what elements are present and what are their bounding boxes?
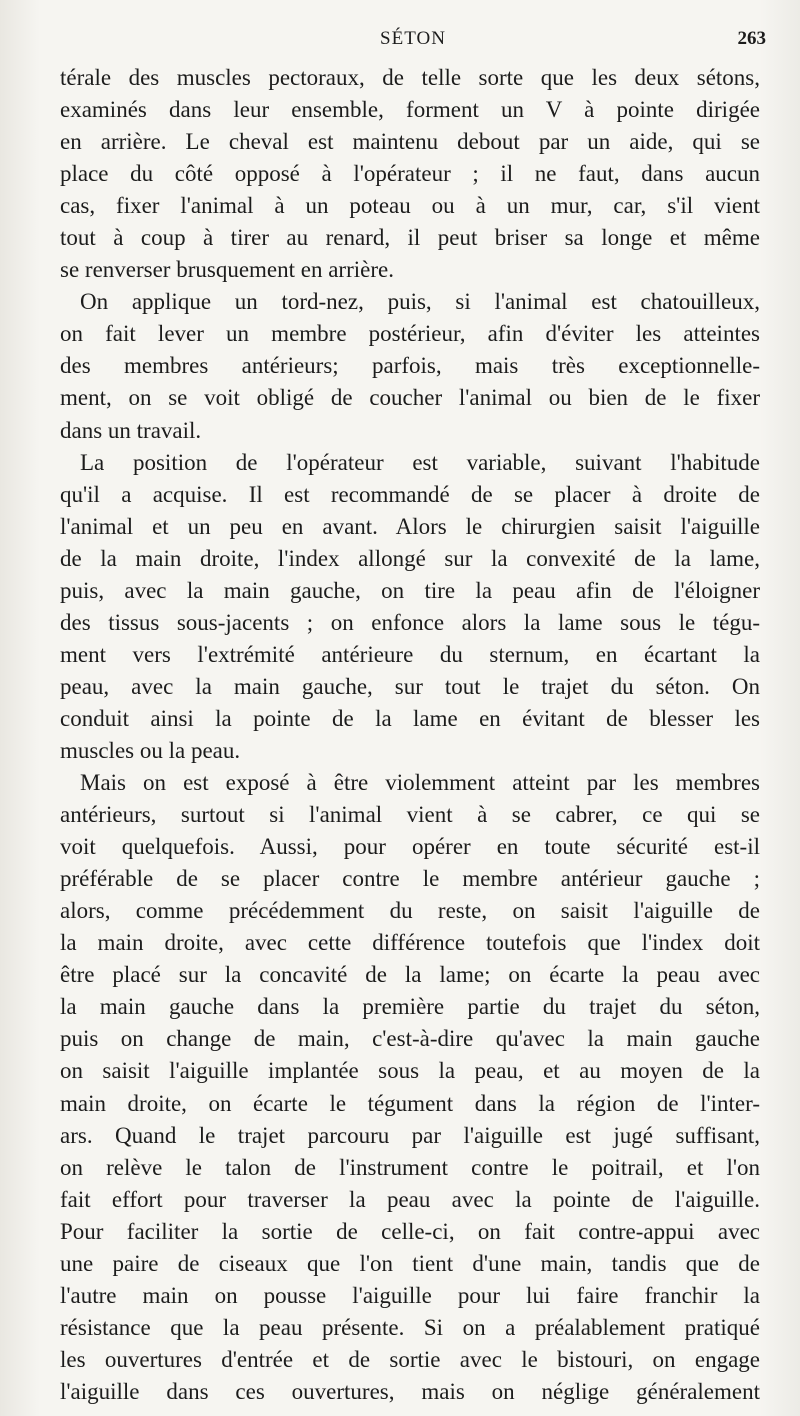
text-line: térale des muscles pectoraux, de telle sorte que les deux sétons, — [60, 65, 760, 90]
text-line: fait effort pour traverser la peau avec la pointe de l'aiguille. — [60, 1186, 760, 1212]
text-line: Mais on est exposé à être violemment atteint par les membres — [80, 770, 760, 796]
text-line: on relève le talon de l'instrument contre le poitrail, et l'on — [60, 1154, 760, 1180]
text-line: puis, avec la main gauche, on tire la peau afin de l'éloigner — [60, 577, 760, 603]
text-line: main droite, on écarte le tégument dans la région de l'inter- — [60, 1090, 760, 1116]
page-number: 263 — [737, 28, 766, 49]
text-line: La position de l'opérateur est variable, suivant l'habitude — [80, 449, 760, 475]
text-line: place du côté opposé à l'opérateur ; il ne faut, dans aucun — [60, 161, 760, 187]
text-line: conduit ainsi la pointe de la lame en évitant de blesser les — [60, 705, 760, 731]
text-line: résistance que la peau présente. Si on a préalablement pratiqué — [60, 1314, 760, 1340]
text-line: muscles ou la peau. — [60, 737, 241, 763]
text-line: ment vers l'extrémité antérieure du sternum, en écartant la — [60, 641, 760, 667]
text-line: des membres antérieurs; parfois, mais très exceptionnelle- — [60, 353, 760, 379]
page-body — [60, 62, 760, 1408]
text-line: tout à coup à tirer au renard, il peut briser sa longe et même — [60, 225, 760, 251]
text-line: la main droite, avec cette différence toutefois que l'index doit — [60, 930, 760, 956]
text-line: qu'il a acquise. Il est recommandé de se placer à droite de — [60, 481, 760, 507]
text-line: la main gauche dans la première partie du trajet du séton, — [60, 994, 760, 1020]
text-line: peau, avec la main gauche, sur tout le trajet du séton. On — [60, 673, 760, 699]
text-line: l'aiguille dans ces ouvertures, mais on néglige généralement — [60, 1378, 760, 1404]
text-line: examinés dans leur ensemble, forment un V à pointe dirigée — [60, 97, 760, 123]
text-line: l'animal et un peu en avant. Alors le chirurgien saisit l'aiguille — [60, 513, 760, 539]
text-line: puis on change de main, c'est-à-dire qu'avec la main gauche — [60, 1026, 760, 1052]
text-line: cas, fixer l'animal à un poteau ou à un mur, car, s'il vient — [60, 193, 760, 219]
text-line: Pour faciliter la sortie de celle-ci, on fait contre-appui avec — [60, 1218, 760, 1244]
text-line: on saisit l'aiguille implantée sous la peau, et au moyen de la — [60, 1058, 760, 1084]
text-line: on fait lever un membre postérieur, afin d'éviter les atteintes — [60, 321, 760, 347]
text-line: des tissus sous-jacents ; on enfonce alors la lame sous le tégu- — [60, 609, 760, 635]
text-line: une paire de ciseaux que l'on tient d'une main, tandis que de — [60, 1250, 760, 1276]
text-line: ment, on se voit obligé de coucher l'animal ou bien de le fixer — [60, 385, 760, 411]
text-line: être placé sur la concavité de la lame; on écarte la peau avec — [60, 962, 760, 988]
text-line: en arrière. Le cheval est maintenu debout par un aide, qui se — [60, 129, 760, 155]
text-line: antérieurs, surtout si l'animal vient à se cabrer, ce qui se — [60, 802, 760, 828]
text-line: préférable de se placer contre le membre antérieur gauche ; — [60, 866, 760, 892]
text-line: se renverser brusquement en arrière. — [60, 257, 394, 283]
text-line: de la main droite, l'index allongé sur la convexité de la lame, — [60, 545, 760, 571]
running-head: SÉTON — [380, 28, 446, 49]
page-header — [60, 28, 766, 62]
text-line: les ouvertures d'entrée et de sortie avec le bistouri, on engage — [60, 1346, 760, 1372]
text-line: alors, comme précédemment du reste, on saisit l'aiguille de — [60, 898, 760, 924]
text-line: voit quelquefois. Aussi, pour opérer en toute sécurité est-il — [60, 834, 760, 860]
text-line: ars. Quand le trajet parcouru par l'aiguille est jugé suffisant, — [60, 1122, 760, 1148]
text-line: dans un travail. — [60, 417, 202, 443]
text-line: l'autre main on pousse l'aiguille pour lui faire franchir la — [60, 1282, 760, 1308]
text-line: On applique un tord-nez, puis, si l'animal est chatouilleux, — [80, 289, 760, 315]
